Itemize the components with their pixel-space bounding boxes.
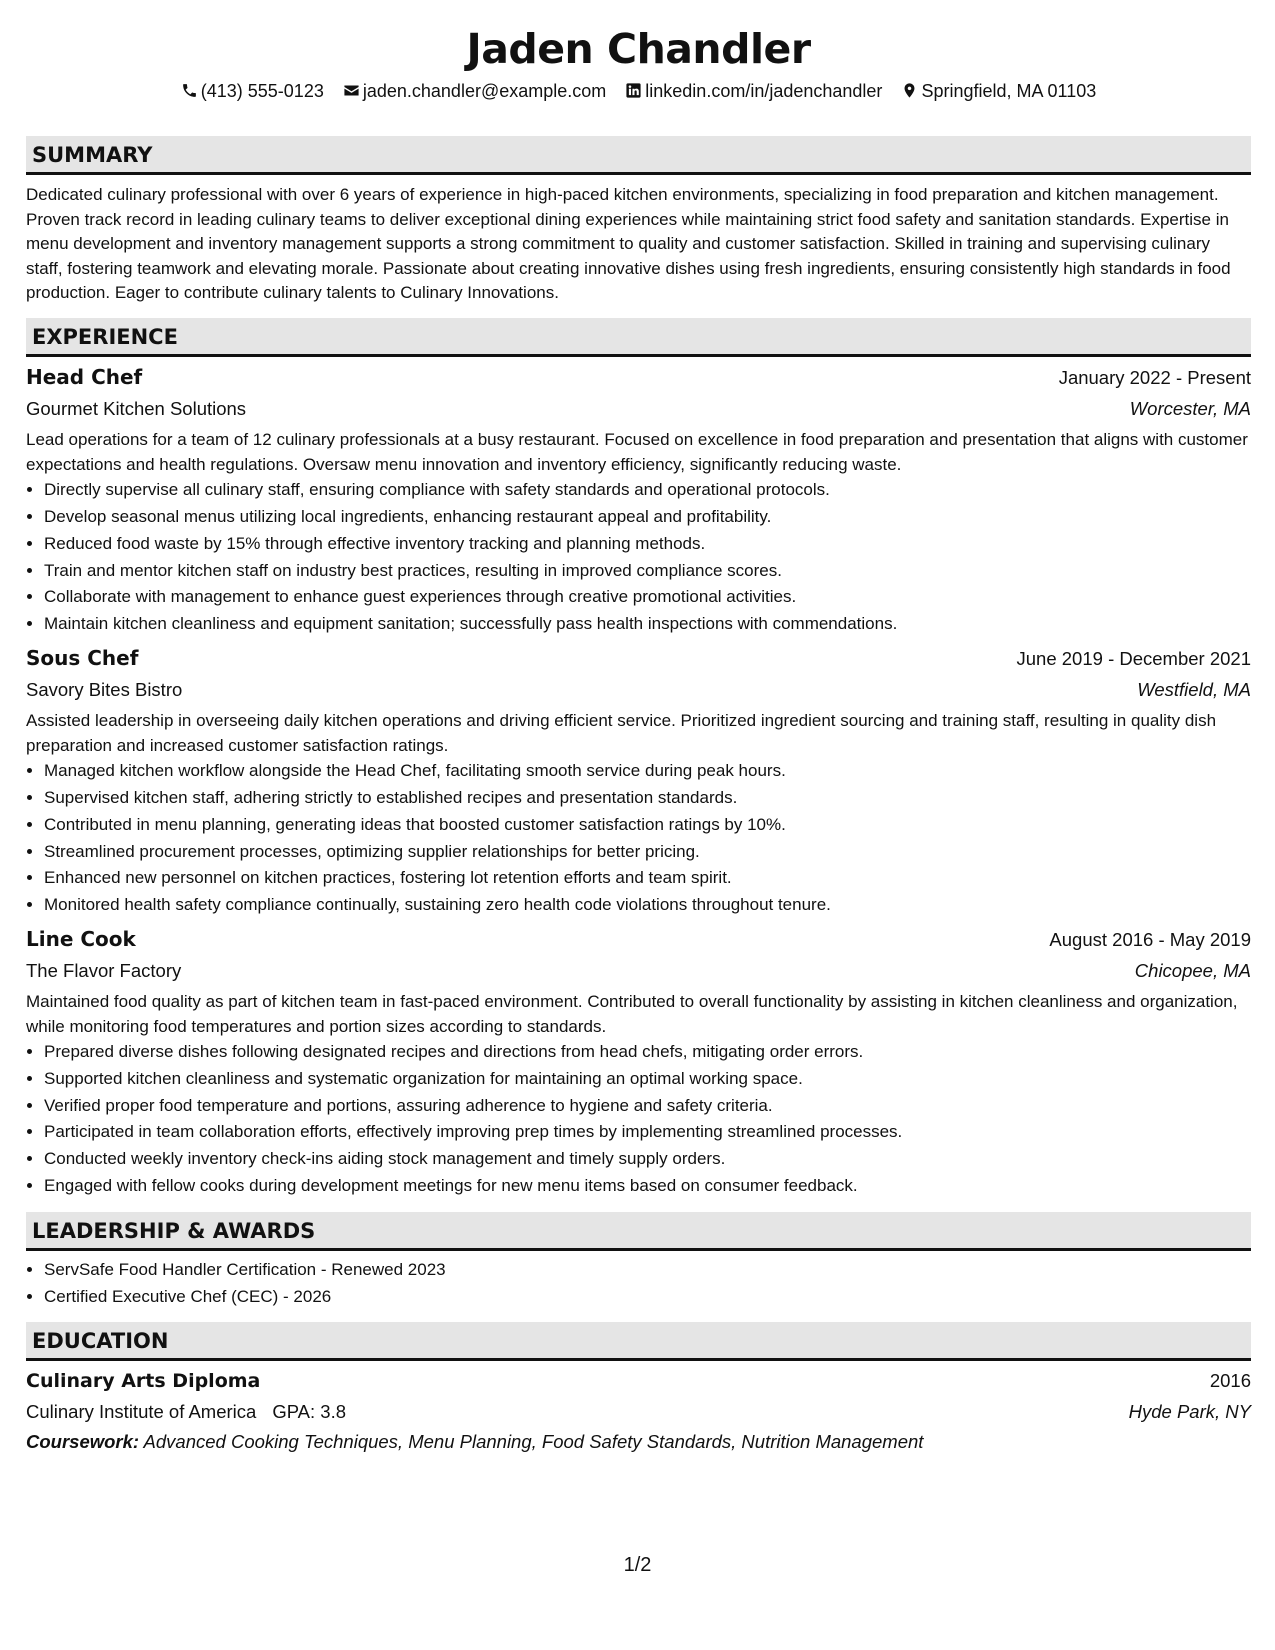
list-item: • Develop seasonal menus utilizing local ingredients, enhancing restaurant appeal and profitability. (44, 504, 1251, 531)
job-entry (26, 923, 1251, 1200)
company-name: Gourmet Kitchen Solutions (26, 397, 247, 419)
education-year: 2016 (1209, 1370, 1251, 1392)
linkedin-icon (625, 82, 642, 99)
list-item: • Managed kitchen workflow alongside the Head Chef, facilitating smooth service during peak hours. (44, 758, 1251, 785)
gpa-value: GPA: 3.8 (272, 1401, 347, 1423)
job-bullets (26, 477, 1251, 638)
coursework-line (26, 1427, 1251, 1457)
list-item: • Collaborate with management to enhance guest experiences through creative promotional activities. (44, 584, 1251, 611)
summary-text: Dedicated culinary professional with over 6 years of experience in high-paced kitchen environments, specializing in food preparation and kitchen management. Proven track record in leading culinary teams to deliver exceptional dining experiences while maintaining strict food safety and sanitation standards. Expertise in menu development and inventory management supports a strong commitment to quality and customer satisfaction. Skilled in training and supervising culinary staff, fostering teamwork and elevating morale. Passionate about creating innovative dishes using fresh ingredients, ensuring consistently high standards in food production. Eager to contribute culinary talents to Culinary Innovations. (26, 185, 1231, 303)
candidate-name: Jaden Chandler (466, 25, 811, 73)
list-item: • Contributed in menu planning, generating ideas that boosted customer satisfaction ratings by 10%. (44, 812, 1251, 839)
job-dates: June 2019 - December 2021 (1016, 647, 1251, 669)
job-dates: January 2022 - Present (1058, 366, 1251, 388)
map-pin-icon (901, 82, 918, 99)
list-item: • Monitored health safety compliance continually, sustaining zero health code violations throughout tenure. (44, 892, 1251, 919)
job-location: Westfield, MA (1137, 678, 1251, 700)
job-location: Worcester, MA (1129, 397, 1251, 419)
contact-linkedin[interactable] (625, 78, 882, 104)
list-item: • Enhanced new personnel on kitchen practices, fostering lot retention efforts and team spirit. (44, 865, 1251, 892)
job-title: Line Cook (26, 926, 136, 951)
phone-text: (413) 555-0123 (200, 81, 324, 101)
contact-phone[interactable] (181, 78, 324, 104)
education-entry (26, 1365, 1251, 1457)
job-bullets (26, 758, 1251, 919)
job-bullets (26, 1039, 1251, 1200)
list-item: • ServSafe Food Handler Certification - Renewed 2023 (44, 1257, 1251, 1284)
list-item: • Verified proper food temperature and portions, assuring adherence to hygiene and safety criteria. (44, 1093, 1251, 1120)
list-item: • Streamlined procurement processes, optimizing supplier relationships for better pricing. (44, 839, 1251, 866)
list-item: • Supported kitchen cleanliness and systematic organization for maintaining an optimal working space. (44, 1066, 1251, 1093)
page-number: 1/2 (623, 1554, 652, 1576)
section-heading-summary: SUMMARY (26, 136, 1251, 175)
list-item: • Supervised kitchen staff, adhering strictly to established recipes and presentation standards. (44, 785, 1251, 812)
leadership-list (26, 1257, 1251, 1311)
job-title: Sous Chef (26, 645, 139, 670)
email-text: jaden.chandler@example.com (362, 81, 607, 101)
list-item: • Maintain kitchen cleanliness and equipment sanitation; successfully pass health inspections with commendations. (44, 611, 1251, 638)
company-name: Savory Bites Bistro (26, 678, 183, 700)
company-name: The Flavor Factory (26, 959, 182, 981)
list-item: • Participated in team collaboration efforts, effectively improving prep times by implementing streamlined processes. (44, 1119, 1251, 1146)
contact-email[interactable] (343, 78, 606, 104)
school-name: Culinary Institute of America (26, 1401, 257, 1423)
job-location: Chicopee, MA (1134, 959, 1251, 981)
contact-bar (26, 78, 1251, 104)
linkedin-text: linkedin.com/in/jadenchandler (645, 81, 883, 101)
job-entry (26, 642, 1251, 919)
list-item: • Train and mentor kitchen staff on industry best practices, resulting in improved compliance scores. (44, 558, 1251, 585)
school-line (26, 1397, 346, 1427)
list-item: • Directly supervise all culinary staff, ensuring compliance with safety standards and operational protocols. (44, 477, 1251, 504)
list-item: • Engaged with fellow cooks during development meetings for new menu items based on consumer feedback. (44, 1173, 1251, 1200)
school-location: Hyde Park, NY (1128, 1401, 1251, 1423)
section-heading-experience: EXPERIENCE (26, 318, 1251, 357)
list-item: • Conducted weekly inventory check-ins aiding stock management and timely supply orders. (44, 1146, 1251, 1173)
coursework-list: Advanced Cooking Techniques, Menu Planning, Food Safety Standards, Nutrition Management (143, 1431, 924, 1453)
contact-location (901, 78, 1096, 104)
phone-icon (181, 82, 198, 99)
list-item: • Reduced food waste by 15% through effective inventory tracking and planning methods. (44, 531, 1251, 558)
job-entry (26, 361, 1251, 638)
resume-content (26, 22, 1251, 1457)
list-item: • Certified Executive Chef (CEC) - 2026 (44, 1284, 1251, 1311)
job-description: Lead operations for a team of 12 culinary professionals at a busy restaurant. Focused on excellence in food preparation and presentation that aligns with customer expectations and health regulations. Oversaw menu innovation and inventory efficiency, significantly reducing waste. (26, 429, 1248, 474)
section-heading-leadership: LEADERSHIP & AWARDS (26, 1212, 1251, 1251)
degree-title: Culinary Arts Diploma (26, 1370, 261, 1393)
list-item: • Prepared diverse dishes following designated recipes and directions from head chefs, mitigating order errors. (44, 1039, 1251, 1066)
envelope-icon (343, 82, 360, 99)
job-dates: August 2016 - May 2019 (1049, 928, 1251, 950)
section-heading-education: EDUCATION (26, 1322, 1251, 1361)
coursework-label: Coursework: (26, 1431, 140, 1453)
job-description: Assisted leadership in overseeing daily kitchen operations and driving efficient service. Prioritized ingredient sourcing and training staff, resulting in quality dish preparation and increased customer satisfaction ratings. (26, 710, 1217, 755)
job-title: Head Chef (26, 364, 143, 389)
location-text: Springfield, MA 01103 (921, 81, 1097, 101)
job-description: Maintained food quality as part of kitchen team in fast-paced environment. Contributed to overall functionality by assisting in kitchen cleanliness and organization, while monitoring food temperatures and portion sizes according to standards. (26, 991, 1238, 1036)
